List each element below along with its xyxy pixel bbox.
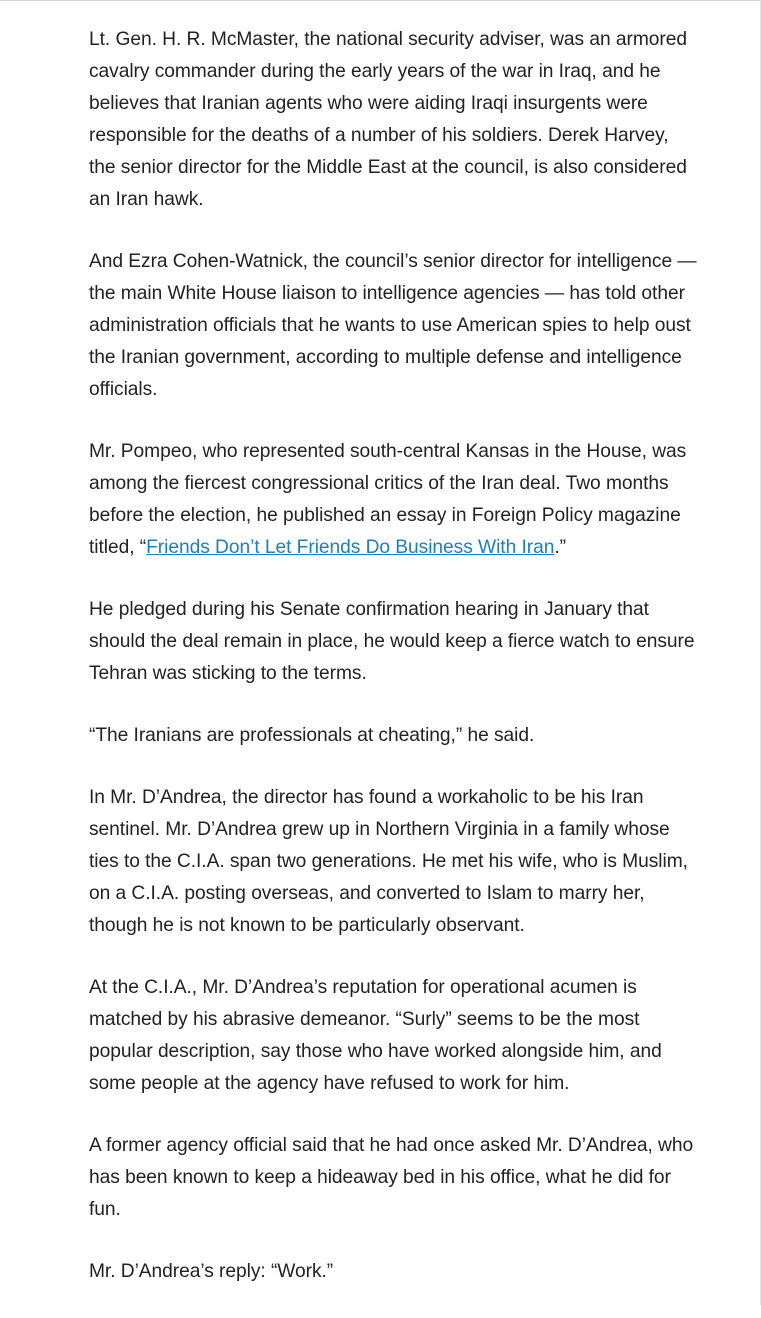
paragraph-confirmation-hearing: He pledged during his Senate confirmation hearing in January that should the deal remain in place, he would keep a fierce watch to ensure Tehran was sticking to the terms.: [89, 599, 695, 684]
paragraph-quote: “The Iranians are professionals at cheating,” he said.: [89, 725, 535, 746]
paragraph-pompeo-text: Mr. Pompeo, who represented south-central Kansas in the House, was among the fiercest congressional critics of the Iran deal. Two months before the election, he published an essay in Foreign Policy magazine titled, “: [89, 441, 687, 558]
top-divider: [0, 0, 761, 1]
paragraph-pompeo-end: .”: [554, 537, 566, 558]
paragraph-mcmaster: Lt. Gen. H. R. McMaster, the national security adviser, was an armored cavalry commander during the early years of the war in Iraq, and he believes that Iranian agents who were aiding Iraqi insurgents were responsible for the deaths of a number of his soldiers. Derek Harvey, the senior director for the Middle East at the council, is also considered an Iran hawk.: [89, 29, 687, 210]
paragraph-dandrea-reputation: At the C.I.A., Mr. D’Andrea’s reputation for operational acumen is matched by his abrasive demeanor. “Surly” seems to be the most popular description, say those who have worked alongside him, and some people at the agency have refused to work for him.: [89, 977, 662, 1094]
paragraph-cohen-watnick: And Ezra Cohen-Watnick, the council’s senior director for intelligence — the main White House liaison to intelligence agencies — has told other administration officials that he wants to use American spies to help oust the Iranian government, according to multiple defense and intelligence officials.: [89, 251, 697, 400]
essay-link[interactable]: Friends Don’t Let Friends Do Business With Iran: [146, 537, 555, 558]
paragraph-reply: Mr. D’Andrea’s reply: “Work.”: [89, 1261, 334, 1282]
paragraph-pompeo: [89, 436, 699, 564]
paragraph-dandrea-background: In Mr. D’Andrea, the director has found a workaholic to be his Iran sentinel. Mr. D’Andrea grew up in Northern Virginia in a family whose ties to the C.I.A. span two generations. He met his wife, who is Muslim, on a C.I.A. posting overseas, and converted to Islam to marry her, though he is not known to be particularly observant.: [89, 787, 688, 936]
paragraph-former-official: A former agency official said that he had once asked Mr. D’Andrea, who has been known to keep a hideaway bed in his office, what he did for fun.: [89, 1135, 694, 1220]
article-body: [89, 24, 699, 1318]
